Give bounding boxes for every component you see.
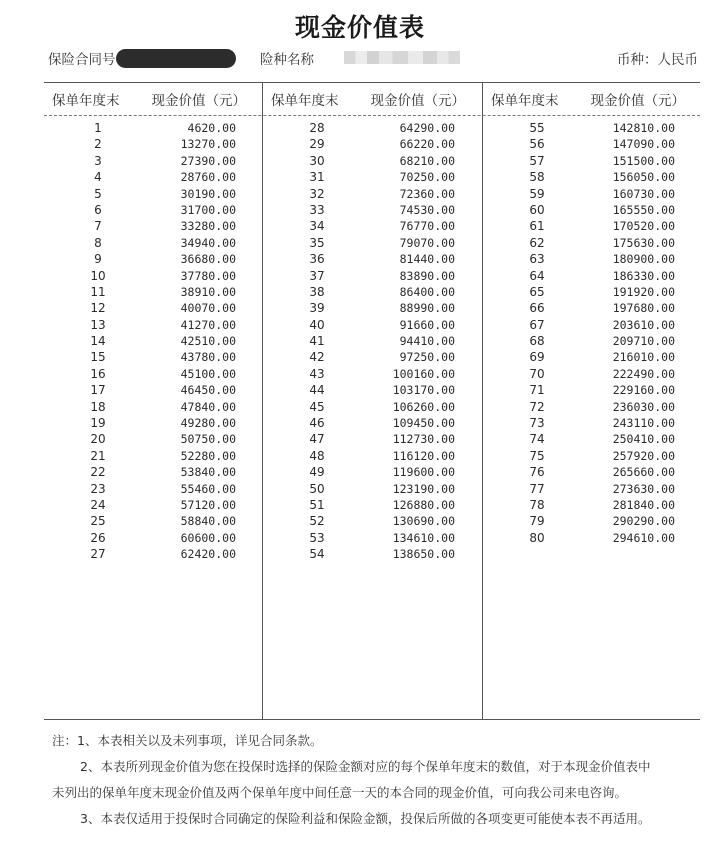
cash-value: 58840.00 bbox=[180, 514, 236, 529]
policy-year: 31 bbox=[309, 170, 325, 185]
policy-year: 41 bbox=[309, 334, 325, 349]
policy-year: 68 bbox=[529, 334, 545, 349]
cash-value: 4620.00 bbox=[187, 121, 236, 135]
table-row bbox=[483, 333, 701, 349]
cash-value: 165550.00 bbox=[612, 202, 675, 217]
table-row bbox=[44, 546, 262, 562]
table-row bbox=[483, 481, 701, 497]
cash-value: 74530.00 bbox=[399, 202, 455, 217]
cash-value: 294610.00 bbox=[612, 530, 675, 545]
cash-value: 97250.00 bbox=[399, 350, 455, 365]
policy-year: 55 bbox=[529, 121, 545, 135]
policy-year: 8 bbox=[94, 235, 102, 250]
table-column-3 bbox=[483, 83, 701, 545]
cash-value: 46450.00 bbox=[180, 383, 236, 398]
table-row bbox=[263, 530, 481, 546]
policy-year: 66 bbox=[529, 301, 545, 316]
policy-year: 4 bbox=[94, 170, 102, 185]
table-row bbox=[44, 235, 262, 251]
cash-value: 38910.00 bbox=[180, 284, 236, 299]
policy-year: 25 bbox=[90, 514, 106, 529]
cash-value: 91660.00 bbox=[399, 317, 455, 332]
cash-value: 216010.00 bbox=[612, 350, 675, 365]
column-header bbox=[483, 83, 701, 113]
rows-group bbox=[44, 120, 262, 563]
table-row bbox=[263, 448, 481, 464]
year-header: 保单年度末 bbox=[52, 93, 120, 109]
table-row bbox=[263, 251, 481, 267]
policy-year: 57 bbox=[529, 153, 545, 168]
cash-value: 109450.00 bbox=[392, 416, 455, 431]
cash-value: 156050.00 bbox=[612, 170, 675, 185]
cash-value: 126880.00 bbox=[392, 497, 455, 512]
table-row bbox=[263, 136, 481, 152]
table-column-1 bbox=[44, 83, 262, 562]
policy-year: 62 bbox=[529, 235, 545, 250]
cash-value: 229160.00 bbox=[612, 383, 675, 398]
table-row bbox=[44, 284, 262, 300]
cash-value: 209710.00 bbox=[612, 334, 675, 349]
policy-year: 24 bbox=[90, 497, 106, 512]
cash-value: 37780.00 bbox=[180, 268, 236, 283]
policy-year: 33 bbox=[309, 202, 325, 217]
table-row bbox=[44, 431, 262, 447]
policy-year: 63 bbox=[529, 252, 545, 267]
table-row bbox=[263, 382, 481, 398]
cash-value: 62420.00 bbox=[180, 547, 236, 562]
table-row bbox=[44, 464, 262, 480]
table-row bbox=[263, 333, 481, 349]
table-row bbox=[263, 464, 481, 480]
table-row bbox=[483, 218, 701, 234]
table-row bbox=[483, 284, 701, 300]
policy-year: 56 bbox=[529, 137, 545, 152]
cash-value: 116120.00 bbox=[392, 448, 455, 463]
table-row bbox=[483, 202, 701, 218]
table-row bbox=[44, 186, 262, 202]
table-row bbox=[263, 317, 481, 333]
table-row bbox=[483, 448, 701, 464]
cash-value: 60600.00 bbox=[180, 530, 236, 545]
policy-year: 30 bbox=[309, 153, 325, 168]
cash-value: 175630.00 bbox=[612, 235, 675, 250]
cash-value: 180900.00 bbox=[612, 252, 675, 267]
table-row bbox=[44, 169, 262, 185]
table-row bbox=[483, 186, 701, 202]
cash-value: 83890.00 bbox=[399, 268, 455, 283]
cash-value: 265660.00 bbox=[612, 465, 675, 480]
policy-year: 40 bbox=[309, 317, 325, 332]
policy-year: 16 bbox=[90, 366, 106, 381]
redacted-contract-number bbox=[116, 49, 236, 68]
contract-number-label: 保险合同号 bbox=[48, 52, 116, 68]
policy-year: 71 bbox=[529, 383, 545, 398]
table-row bbox=[263, 497, 481, 513]
policy-year: 44 bbox=[309, 383, 325, 398]
cash-value: 57120.00 bbox=[180, 497, 236, 512]
table-row bbox=[263, 120, 481, 136]
policy-year: 14 bbox=[90, 334, 106, 349]
table-row bbox=[44, 366, 262, 382]
cash-value: 290290.00 bbox=[612, 514, 675, 529]
policy-year: 59 bbox=[529, 186, 545, 201]
policy-year: 2 bbox=[94, 137, 102, 152]
table-row bbox=[263, 186, 481, 202]
table-row bbox=[483, 415, 701, 431]
cash-value: 68210.00 bbox=[399, 153, 455, 168]
table-row bbox=[483, 513, 701, 529]
cash-value: 257920.00 bbox=[612, 448, 675, 463]
policy-year: 5 bbox=[94, 186, 102, 201]
policy-year: 72 bbox=[529, 399, 545, 414]
table-row bbox=[483, 153, 701, 169]
value-header: 现金价值（元） bbox=[151, 93, 246, 109]
policy-year: 36 bbox=[309, 252, 325, 267]
table-row bbox=[44, 349, 262, 365]
policy-year: 50 bbox=[309, 481, 325, 496]
policy-year: 9 bbox=[94, 252, 102, 267]
table-row bbox=[44, 497, 262, 513]
table-row bbox=[263, 366, 481, 382]
policy-year: 32 bbox=[309, 186, 325, 201]
table-row bbox=[483, 464, 701, 480]
table-row bbox=[483, 268, 701, 284]
table-row bbox=[263, 284, 481, 300]
policy-year: 13 bbox=[90, 317, 106, 332]
cash-value: 30190.00 bbox=[180, 186, 236, 201]
year-header: 保单年度末 bbox=[491, 93, 559, 109]
table-row bbox=[263, 481, 481, 497]
table-row bbox=[263, 415, 481, 431]
policy-year: 43 bbox=[309, 366, 325, 381]
column-header bbox=[263, 83, 481, 113]
table-row bbox=[483, 431, 701, 447]
currency-label: 币种：人民币 bbox=[617, 52, 698, 68]
policy-year: 48 bbox=[309, 448, 325, 463]
rows-group bbox=[483, 120, 701, 546]
cash-value: 186330.00 bbox=[612, 268, 675, 283]
table-row bbox=[263, 349, 481, 365]
policy-year: 75 bbox=[529, 448, 545, 463]
cash-value: 79070.00 bbox=[399, 235, 455, 250]
table-row bbox=[44, 333, 262, 349]
table-row bbox=[483, 235, 701, 251]
policy-year: 23 bbox=[90, 481, 106, 496]
table-row bbox=[263, 513, 481, 529]
table-row bbox=[44, 399, 262, 415]
cash-value: 281840.00 bbox=[612, 497, 675, 512]
cash-value: 203610.00 bbox=[612, 317, 675, 332]
cash-value: 222490.00 bbox=[612, 366, 675, 381]
value-header: 现金价值（元） bbox=[370, 93, 465, 109]
note-2-line-1: 2、本表所列现金价值为您在投保时选择的保险金额对应的每个保单年度末的数值，对于本现金价值表中 bbox=[80, 759, 651, 774]
cash-value: 40070.00 bbox=[180, 301, 236, 316]
table-row bbox=[263, 300, 481, 316]
policy-year: 77 bbox=[529, 481, 545, 496]
policy-year: 61 bbox=[529, 219, 545, 234]
cash-value: 41270.00 bbox=[180, 317, 236, 332]
cash-value-table bbox=[44, 82, 700, 720]
table-row bbox=[263, 153, 481, 169]
cash-value: 34940.00 bbox=[180, 235, 236, 250]
cash-value: 88990.00 bbox=[399, 301, 455, 316]
table-row bbox=[483, 317, 701, 333]
table-row bbox=[44, 300, 262, 316]
table-row bbox=[483, 382, 701, 398]
cash-value: 170520.00 bbox=[612, 219, 675, 234]
policy-year: 52 bbox=[309, 514, 325, 529]
cash-value: 33280.00 bbox=[180, 219, 236, 234]
cash-value: 55460.00 bbox=[180, 481, 236, 496]
policy-year: 38 bbox=[309, 284, 325, 299]
policy-year: 42 bbox=[309, 350, 325, 365]
table-row bbox=[44, 448, 262, 464]
table-row bbox=[44, 415, 262, 431]
policy-year: 18 bbox=[90, 399, 106, 414]
cash-value: 50750.00 bbox=[180, 432, 236, 447]
cash-value: 81440.00 bbox=[399, 252, 455, 267]
note-2-line-2: 未列出的保单年度末现金价值及两个保单年度中间任意一天的本合同的现金价值，可向我公司来电咨询。 bbox=[52, 785, 628, 800]
policy-year: 10 bbox=[90, 268, 106, 283]
cash-value: 191920.00 bbox=[612, 284, 675, 299]
table-row bbox=[263, 202, 481, 218]
cash-value: 45100.00 bbox=[180, 366, 236, 381]
cash-value: 36680.00 bbox=[180, 252, 236, 267]
table-row bbox=[44, 513, 262, 529]
cash-value: 53840.00 bbox=[180, 465, 236, 480]
cash-value: 142810.00 bbox=[612, 121, 675, 135]
cash-value: 100160.00 bbox=[392, 366, 455, 381]
note-1: 注：1、本表相关以及未列事项，详见合同条款。 bbox=[52, 733, 323, 748]
column-header bbox=[44, 83, 262, 113]
policy-year: 67 bbox=[529, 317, 545, 332]
cash-value: 52280.00 bbox=[180, 448, 236, 463]
note-3: 3、本表仅适用于投保时合同确定的保险利益和保险金额，投保后所做的各项变更可能使本表不再适用。 bbox=[80, 811, 651, 826]
table-row bbox=[263, 399, 481, 415]
table-row bbox=[263, 546, 481, 562]
policy-year: 64 bbox=[529, 268, 545, 283]
policy-year: 53 bbox=[309, 530, 325, 545]
cash-value: 236030.00 bbox=[612, 399, 675, 414]
policy-year: 35 bbox=[309, 235, 325, 250]
cash-value: 250410.00 bbox=[612, 432, 675, 447]
cash-value: 94410.00 bbox=[399, 334, 455, 349]
policy-year: 34 bbox=[309, 219, 325, 234]
table-row bbox=[44, 153, 262, 169]
policy-year: 58 bbox=[529, 170, 545, 185]
table-row bbox=[44, 120, 262, 136]
cash-value: 273630.00 bbox=[612, 481, 675, 496]
table-row bbox=[483, 169, 701, 185]
table-row bbox=[263, 218, 481, 234]
policy-year: 47 bbox=[309, 432, 325, 447]
table-row bbox=[44, 251, 262, 267]
cash-value: 31700.00 bbox=[180, 202, 236, 217]
policy-year: 76 bbox=[529, 465, 545, 480]
policy-year: 37 bbox=[309, 268, 325, 283]
policy-year: 15 bbox=[90, 350, 106, 365]
policy-year: 78 bbox=[529, 497, 545, 512]
table-row bbox=[483, 530, 701, 546]
policy-year: 11 bbox=[90, 284, 106, 299]
policy-year: 46 bbox=[309, 416, 325, 431]
table-row bbox=[44, 136, 262, 152]
cash-value: 42510.00 bbox=[180, 334, 236, 349]
cash-value: 147090.00 bbox=[612, 137, 675, 152]
cash-value: 28760.00 bbox=[180, 170, 236, 185]
table-row bbox=[44, 317, 262, 333]
cash-value: 76770.00 bbox=[399, 219, 455, 234]
cash-value: 130690.00 bbox=[392, 514, 455, 529]
table-column-2 bbox=[263, 83, 481, 562]
policy-year: 12 bbox=[90, 301, 106, 316]
policy-year: 60 bbox=[529, 202, 545, 217]
policy-year: 27 bbox=[90, 547, 106, 562]
table-row bbox=[44, 382, 262, 398]
table-row bbox=[263, 268, 481, 284]
table-row bbox=[263, 431, 481, 447]
policy-year: 39 bbox=[309, 301, 325, 316]
cash-value: 151500.00 bbox=[612, 153, 675, 168]
cash-value: 138650.00 bbox=[392, 547, 455, 562]
table-row bbox=[44, 530, 262, 546]
policy-year: 74 bbox=[529, 432, 545, 447]
policy-year: 54 bbox=[309, 547, 325, 562]
table-row bbox=[483, 349, 701, 365]
cash-value: 103170.00 bbox=[392, 383, 455, 398]
policy-year: 3 bbox=[94, 153, 102, 168]
cash-value: 49280.00 bbox=[180, 416, 236, 431]
cash-value: 43780.00 bbox=[180, 350, 236, 365]
table-row bbox=[483, 251, 701, 267]
policy-year: 73 bbox=[529, 416, 545, 431]
cash-value: 72360.00 bbox=[399, 186, 455, 201]
policy-year: 65 bbox=[529, 284, 545, 299]
table-row bbox=[483, 136, 701, 152]
notes-section bbox=[52, 728, 698, 832]
policy-year: 45 bbox=[309, 399, 325, 414]
policy-year: 19 bbox=[90, 416, 106, 431]
cash-value: 66220.00 bbox=[399, 137, 455, 152]
table-row bbox=[483, 120, 701, 136]
table-row bbox=[44, 481, 262, 497]
policy-year: 6 bbox=[94, 202, 102, 217]
table-row bbox=[44, 202, 262, 218]
cash-value: 13270.00 bbox=[180, 137, 236, 152]
cash-value: 47840.00 bbox=[180, 399, 236, 414]
cash-value: 64290.00 bbox=[399, 121, 455, 135]
cash-value: 112730.00 bbox=[392, 432, 455, 447]
policy-year: 17 bbox=[90, 383, 106, 398]
policy-info-bar bbox=[48, 48, 698, 70]
cash-value: 70250.00 bbox=[399, 170, 455, 185]
table-row bbox=[483, 399, 701, 415]
policy-year: 79 bbox=[529, 514, 545, 529]
policy-year: 22 bbox=[90, 465, 106, 480]
policy-year: 51 bbox=[309, 497, 325, 512]
policy-year: 28 bbox=[309, 121, 325, 135]
cash-value: 134610.00 bbox=[392, 530, 455, 545]
policy-year: 49 bbox=[309, 465, 325, 480]
policy-year: 21 bbox=[90, 448, 106, 463]
cash-value: 243110.00 bbox=[612, 416, 675, 431]
policy-year: 26 bbox=[90, 530, 106, 545]
policy-year: 20 bbox=[90, 432, 106, 447]
cash-value: 27390.00 bbox=[180, 153, 236, 168]
table-row bbox=[483, 497, 701, 513]
value-header: 现金价值（元） bbox=[590, 93, 685, 109]
document-title: 现金价值表 bbox=[294, 13, 425, 42]
policy-year: 70 bbox=[529, 366, 545, 381]
product-name-label: 险种名称 bbox=[260, 52, 314, 68]
policy-year: 29 bbox=[309, 137, 325, 152]
table-row bbox=[483, 300, 701, 316]
table-row bbox=[44, 268, 262, 284]
header-divider bbox=[44, 115, 700, 116]
table-row bbox=[483, 366, 701, 382]
policy-year: 7 bbox=[94, 219, 102, 234]
year-header: 保单年度末 bbox=[271, 93, 339, 109]
policy-year: 69 bbox=[529, 350, 545, 365]
redacted-product-name bbox=[344, 51, 460, 64]
cash-value: 123190.00 bbox=[392, 481, 455, 496]
policy-year: 80 bbox=[529, 530, 545, 545]
cash-value: 119600.00 bbox=[392, 465, 455, 480]
table-row bbox=[263, 169, 481, 185]
cash-value: 160730.00 bbox=[612, 186, 675, 201]
cash-value: 197680.00 bbox=[612, 301, 675, 316]
table-row bbox=[263, 235, 481, 251]
table-row bbox=[44, 218, 262, 234]
cash-value: 106260.00 bbox=[392, 399, 455, 414]
policy-year: 1 bbox=[94, 121, 102, 135]
rows-group bbox=[263, 120, 481, 563]
cash-value: 86400.00 bbox=[399, 284, 455, 299]
